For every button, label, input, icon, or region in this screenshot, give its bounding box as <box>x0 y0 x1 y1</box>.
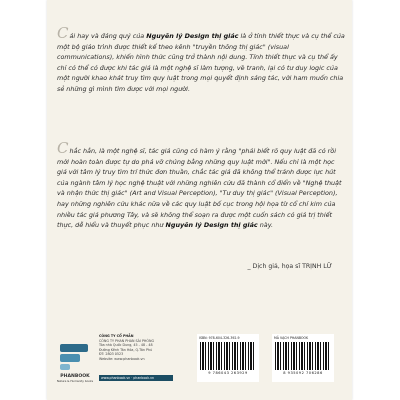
barcode-number: 8 935092 706286 <box>283 371 323 375</box>
publisher-logo-icon <box>57 338 91 372</box>
publisher-line: ĐT: 2803 0523 <box>99 352 124 357</box>
isbn-barcode <box>197 334 259 382</box>
paragraph-text: hắc hẳn, là một nghệ sĩ, tác giả cũng có hàm ý rằng "phải biết rõ quy luật đã có rồi mới hoàn toàn được tự do phá vỡ chúng bằng những quy luật mới". Nếu chỉ là một học giả với tâm lý truy tìm trí thức đơn thuần, chắc tác giả đã không thể tránh được lực hút của ngành tâm lý học nghệ thuật với những nghiên cứu đã thành cổ điển về "Nghệ thuật và nhận thức thị giác" (Art and Visual Perception), "Tư duy thị giác" (Visual Perception), hay những nghiên cứu khác nữa về các quy luật bố cục trong hội họa từ cổ chí kim của nhiều tác giả phương Tây, và sẽ không thể soạn ra được một cuốn sách có giá trị thiết thực, dễ hiểu và thuyết phục như <box>57 147 342 230</box>
paragraph-text: ái hay và đáng quý của <box>69 32 147 40</box>
publisher-line: CÔNG TY CỔ PHẦN <box>99 334 134 338</box>
logo-tagline: Nature & Humanity books <box>56 379 94 383</box>
dropcap: C <box>57 139 69 157</box>
review-paragraph-2 <box>57 139 345 231</box>
publisher-line: Đường Kênh Tân Hóa, Q.Tân Phú <box>99 347 153 352</box>
barcode-bars-icon <box>200 342 256 370</box>
review-paragraph-1 <box>57 24 345 95</box>
publisher-line: CÔNG TY PHAN PHAN SÀI PHÒNG <box>99 338 155 343</box>
barcode-bars-icon <box>275 342 331 370</box>
barcode-label: ISBN: 978-604-326-392-9 <box>199 336 240 340</box>
paragraph-text: này. <box>257 221 274 230</box>
publisher-block <box>47 328 352 400</box>
publisher-line: Tòa nhà Quốc Dung, 45 - 48 - 48 <box>99 343 153 348</box>
book-title-inline: Nguyên lý Design thị giác <box>165 221 258 230</box>
publisher-info <box>99 334 179 362</box>
barcode-label: MÃ VẠCH PHANBOOK <box>274 336 309 340</box>
publisher-logo-text <box>55 374 95 383</box>
publisher-website-bar: www.phanbook.vn · phanbook.vn <box>99 375 173 381</box>
paragraph-text: là ở tính thiết thực và cụ thể của một bộ giáo trình được thiết kế theo kênh "truyền thông thị giác" (visual communications), khiến hình thức cũng trở thành nội dung. Tính thiết thực và cụ thể ấy chỉ có thể có được khi tác giả là một nghệ sĩ làm tượng, vẽ tranh, lại có tư duy logic của một người khao khát truy tìm quy luật trong mọi quyết định sáng tác, với ham muốn chia sẻ những gì mình tìm được với mọi người. <box>57 32 345 93</box>
logo-wordmark: PHANBOOK <box>60 374 90 379</box>
publisher-line: Website: www.phanbook.vn <box>99 356 145 361</box>
book-back-cover <box>47 0 352 400</box>
dropcap: C <box>57 24 69 42</box>
book-title-inline: Nguyên lý Design thị giác <box>146 32 239 40</box>
price-barcode <box>272 334 334 382</box>
translator-signature: _ Dịch giả, họa sĩ TRỊNH LỮ <box>247 263 332 270</box>
barcode-number: 9 786043 263929 <box>208 371 248 375</box>
